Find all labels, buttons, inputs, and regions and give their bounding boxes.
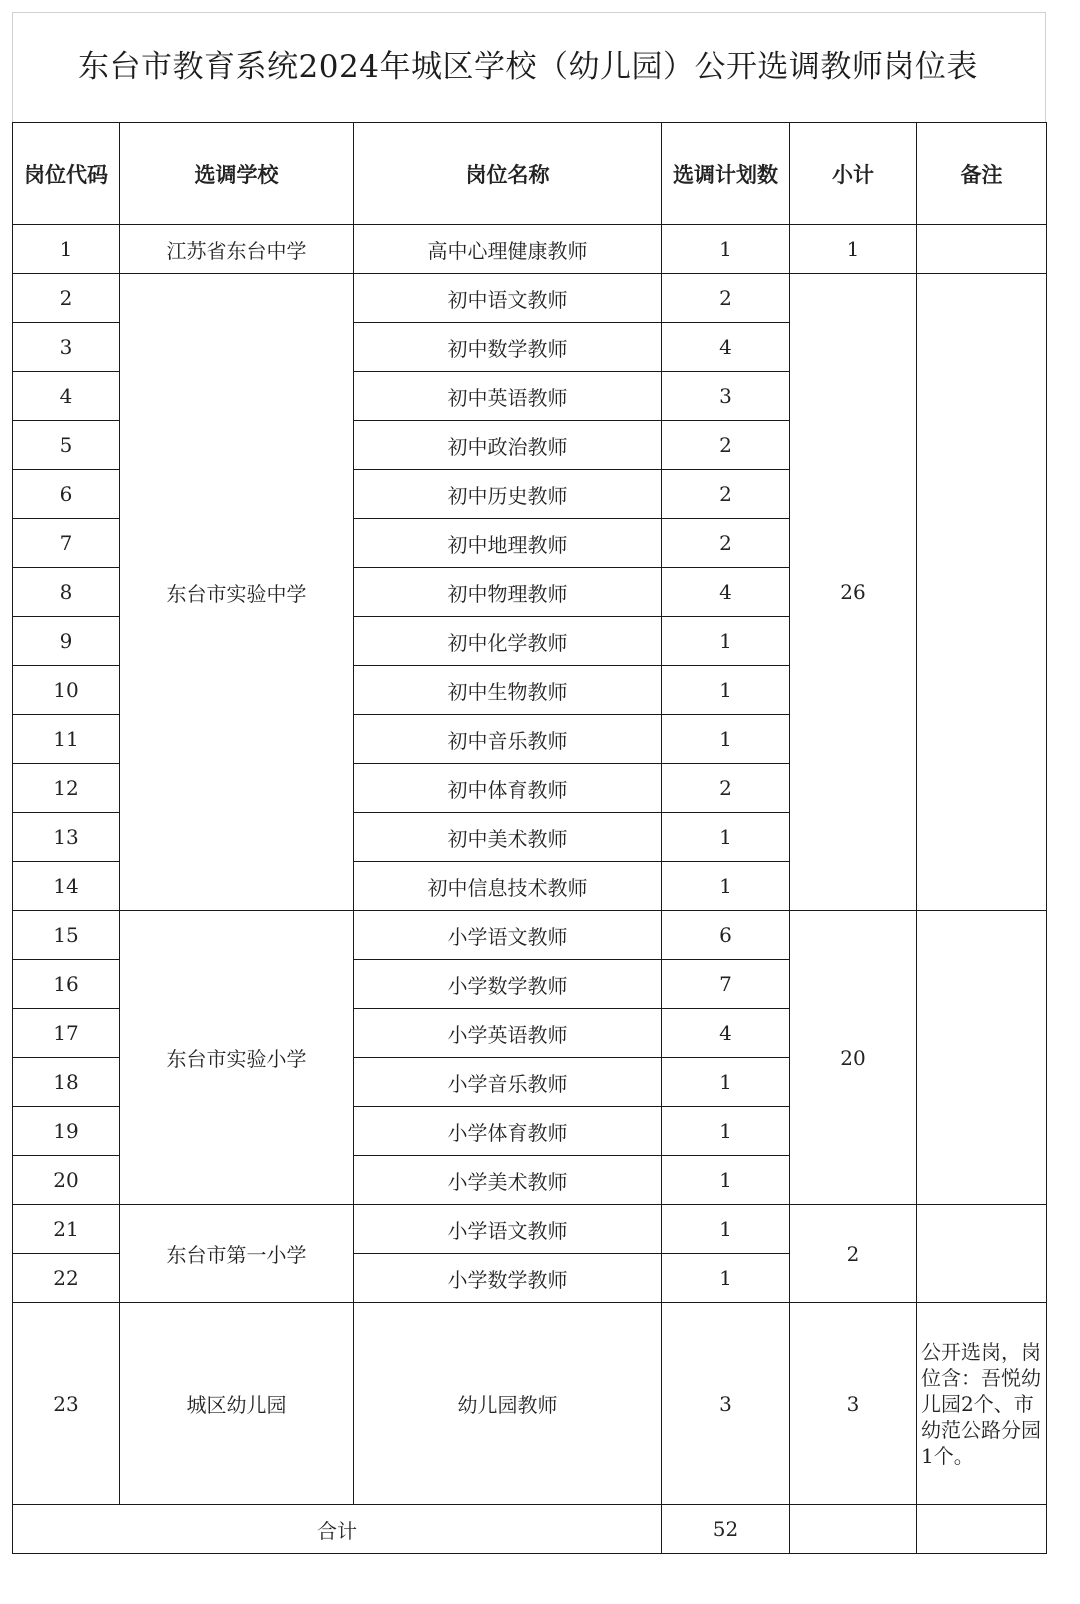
plan-cell: 1 (662, 225, 790, 274)
table-row (13, 1205, 1047, 1254)
total-subtotal-cell (790, 1505, 917, 1554)
position-cell: 初中体育教师 (354, 764, 662, 813)
note-cell: 公开选岗，岗位含：吾悦幼儿园2个、市幼范公路分园1个。 (917, 1303, 1047, 1505)
subtotal-cell: 20 (790, 911, 917, 1205)
position-cell: 初中政治教师 (354, 421, 662, 470)
code-cell: 12 (13, 764, 120, 813)
plan-cell: 3 (662, 372, 790, 421)
plan-cell: 2 (662, 470, 790, 519)
school-cell: 东台市实验小学 (120, 911, 354, 1205)
plan-cell: 2 (662, 764, 790, 813)
note-cell (917, 911, 1047, 1205)
header-plan: 选调计划数 (662, 123, 790, 225)
table-row (13, 274, 1047, 323)
school-cell: 东台市实验中学 (120, 274, 354, 911)
code-cell: 23 (13, 1303, 120, 1505)
position-cell: 小学语文教师 (354, 911, 662, 960)
position-cell: 初中数学教师 (354, 323, 662, 372)
position-cell: 初中地理教师 (354, 519, 662, 568)
code-cell: 11 (13, 715, 120, 764)
code-cell: 2 (13, 274, 120, 323)
note-cell (917, 274, 1047, 911)
plan-cell: 2 (662, 519, 790, 568)
code-cell: 15 (13, 911, 120, 960)
subtotal-cell: 26 (790, 274, 917, 911)
code-cell: 22 (13, 1254, 120, 1303)
subtotal-cell: 2 (790, 1205, 917, 1303)
school-cell: 城区幼儿园 (120, 1303, 354, 1505)
school-cell: 东台市第一小学 (120, 1205, 354, 1303)
code-cell: 17 (13, 1009, 120, 1058)
header-subtotal: 小计 (790, 123, 917, 225)
position-cell: 初中音乐教师 (354, 715, 662, 764)
plan-cell: 1 (662, 1254, 790, 1303)
position-cell: 幼儿园教师 (354, 1303, 662, 1505)
school-cell: 江苏省东台中学 (120, 225, 354, 274)
plan-cell: 4 (662, 323, 790, 372)
code-cell: 7 (13, 519, 120, 568)
code-cell: 6 (13, 470, 120, 519)
position-cell: 小学美术教师 (354, 1156, 662, 1205)
plan-cell: 1 (662, 666, 790, 715)
total-row (13, 1505, 1047, 1554)
position-cell: 小学数学教师 (354, 960, 662, 1009)
position-cell: 初中语文教师 (354, 274, 662, 323)
plan-cell: 1 (662, 1205, 790, 1254)
total-label: 合计 (13, 1505, 662, 1554)
position-cell: 初中物理教师 (354, 568, 662, 617)
total-note-cell (917, 1505, 1047, 1554)
header-position: 岗位名称 (354, 123, 662, 225)
header-school: 选调学校 (120, 123, 354, 225)
position-cell: 小学音乐教师 (354, 1058, 662, 1107)
position-cell: 初中化学教师 (354, 617, 662, 666)
plan-cell: 1 (662, 1107, 790, 1156)
total-value: 52 (662, 1505, 790, 1554)
position-cell: 小学语文教师 (354, 1205, 662, 1254)
plan-cell: 1 (662, 813, 790, 862)
header-note: 备注 (917, 123, 1047, 225)
code-cell: 9 (13, 617, 120, 666)
plan-cell: 1 (662, 1058, 790, 1107)
header-code: 岗位代码 (13, 123, 120, 225)
subtotal-cell: 1 (790, 225, 917, 274)
position-cell: 初中美术教师 (354, 813, 662, 862)
code-cell: 16 (13, 960, 120, 1009)
table-row (13, 225, 1047, 274)
position-cell: 小学数学教师 (354, 1254, 662, 1303)
plan-cell: 1 (662, 1156, 790, 1205)
position-cell: 初中生物教师 (354, 666, 662, 715)
code-cell: 1 (13, 225, 120, 274)
code-cell: 10 (13, 666, 120, 715)
plan-cell: 6 (662, 911, 790, 960)
plan-cell: 3 (662, 1303, 790, 1505)
code-cell: 20 (13, 1156, 120, 1205)
code-cell: 5 (13, 421, 120, 470)
position-table (12, 122, 1047, 1554)
page-title: 东台市教育系统2024年城区学校（幼儿园）公开选调教师岗位表 (78, 49, 978, 85)
position-cell: 小学体育教师 (354, 1107, 662, 1156)
code-cell: 3 (13, 323, 120, 372)
table-row (13, 911, 1047, 960)
table-header-row (13, 123, 1047, 225)
plan-cell: 2 (662, 421, 790, 470)
plan-cell: 4 (662, 1009, 790, 1058)
plan-cell: 7 (662, 960, 790, 1009)
subtotal-cell: 3 (790, 1303, 917, 1505)
code-cell: 4 (13, 372, 120, 421)
plan-cell: 2 (662, 274, 790, 323)
position-cell: 初中历史教师 (354, 470, 662, 519)
position-cell: 初中英语教师 (354, 372, 662, 421)
plan-cell: 1 (662, 617, 790, 666)
plan-cell: 1 (662, 715, 790, 764)
document-page (12, 12, 1046, 1592)
code-cell: 8 (13, 568, 120, 617)
code-cell: 19 (13, 1107, 120, 1156)
plan-cell: 4 (662, 568, 790, 617)
code-cell: 18 (13, 1058, 120, 1107)
position-cell: 初中信息技术教师 (354, 862, 662, 911)
code-cell: 21 (13, 1205, 120, 1254)
code-cell: 14 (13, 862, 120, 911)
position-cell: 高中心理健康教师 (354, 225, 662, 274)
plan-cell: 1 (662, 862, 790, 911)
note-cell (917, 225, 1047, 274)
table-row (13, 1303, 1047, 1505)
position-cell: 小学英语教师 (354, 1009, 662, 1058)
code-cell: 13 (13, 813, 120, 862)
note-cell (917, 1205, 1047, 1303)
